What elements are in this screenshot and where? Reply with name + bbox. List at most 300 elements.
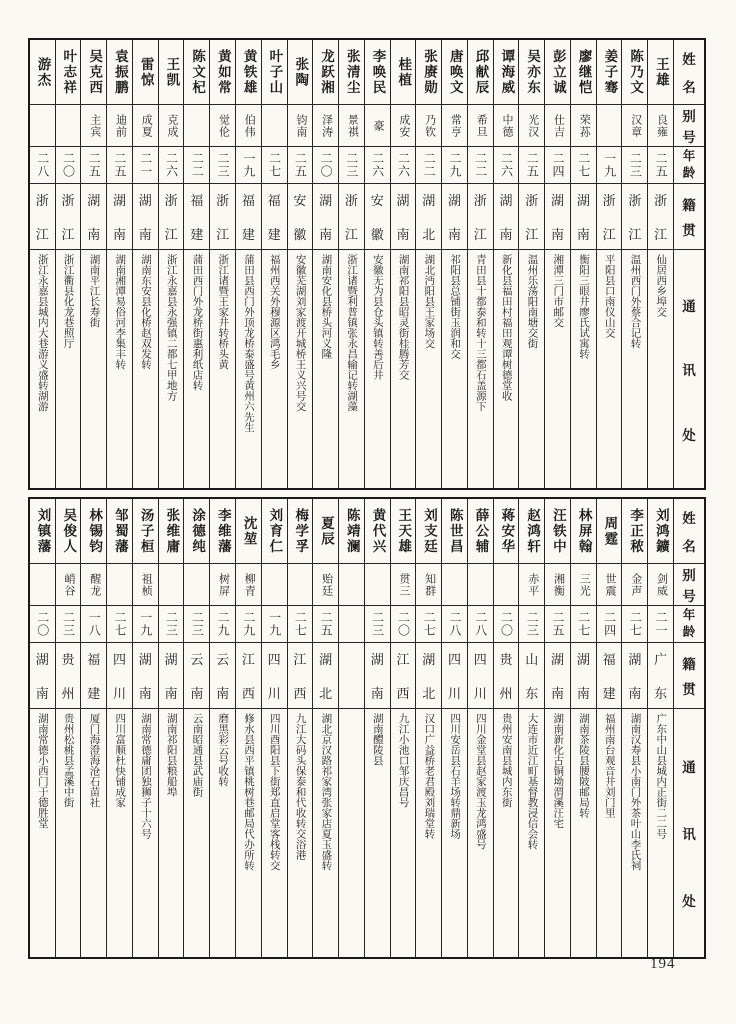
person-address: 湖南茶陵县腰陂邮局转 [571,708,596,957]
person-alias: 常亨 [442,104,467,146]
person-name: 陈乃文 [628,48,644,96]
person-alias: 金声 [622,563,647,605]
person-age: 二五 [313,605,338,642]
person-name: 李正秾 [628,507,644,555]
person-column [183,499,209,957]
person-alias: 成安 [391,104,416,146]
person-name: 黄铁雄 [241,48,257,96]
person-origin: 湖 南 [81,183,106,249]
person-name: 刘育仁 [267,507,283,555]
person-name: 汤子桓 [138,507,154,555]
person-address: 湖南常德小西门于德胜堂 [30,708,55,957]
person-age: 二三 [519,605,544,642]
person-name: 夏辰 [318,515,334,547]
person-column [570,499,596,957]
header-column [673,40,704,488]
person-origin: 浙 江 [597,183,622,249]
person-age: 二三 [339,146,364,183]
person-alias: 剑威 [648,563,673,605]
person-age: 二八 [30,146,55,183]
person-origin: 四 川 [107,642,132,708]
person-column [132,499,158,957]
person-name: 张陶 [293,56,309,88]
person-column [55,40,81,488]
person-origin: 湖 南 [571,183,596,249]
person-origin: 安 徽 [288,183,313,249]
person-column [596,499,622,957]
person-origin: 贵 州 [56,642,81,708]
person-age: 二〇 [391,605,416,642]
person-origin: 广 东 [648,642,673,708]
person-address: 浙江衢县化龙巷照厅 [56,249,81,488]
person-column [621,499,647,957]
person-address: 九江大码头保泰和代收转交浴港 [288,708,313,957]
person-column [338,499,364,957]
person-column [493,499,519,957]
person-address: 湖南醴陵县 [365,708,390,957]
person-age: 一八 [81,605,106,642]
person-age: 一九 [262,605,287,642]
person-address [339,708,364,957]
person-column [209,40,235,488]
person-alias: 祖桢 [133,563,158,605]
person-name: 唐唤文 [447,48,463,96]
person-name: 赵鸿轩 [525,507,541,555]
person-name: 雷惊 [138,56,154,88]
person-address: 蒲田西门外龙桥街惠利纸店转 [184,249,209,488]
person-alias [262,104,287,146]
person-column [338,40,364,488]
person-name: 李唤民 [370,48,386,96]
person-alias: 树屏 [210,563,235,605]
person-address: 安徽无为县仓头镇转善后井 [365,249,390,488]
person-origin: 湖 北 [416,183,441,249]
person-alias: 醒龙 [81,563,106,605]
person-age: 二五 [648,146,673,183]
person-address: 湖南汉寿县小南门外茶叶山李氏祠 [622,708,647,957]
person-age: 二六 [159,146,184,183]
person-alias [30,104,55,146]
person-column [364,40,390,488]
person-alias: 光汉 [519,104,544,146]
person-address: 厦门海澄海沧石苗社 [81,708,106,957]
person-column [312,40,338,488]
person-name: 薛公辅 [473,507,489,555]
person-column [518,40,544,488]
person-age: 一九 [133,605,158,642]
person-origin: 贵 州 [494,642,519,708]
person-column [518,499,544,957]
person-column [415,40,441,488]
person-column [183,40,209,488]
person-age: 二六 [391,146,416,183]
person-column [261,499,287,957]
person-origin: 湖 南 [365,642,390,708]
person-address: 浙江永嘉县永强镇二都七甲地方 [159,249,184,488]
person-origin: 四 川 [442,642,467,708]
person-column [312,499,338,957]
person-alias: 景祺 [339,104,364,146]
person-name: 黄代兴 [370,507,386,555]
person-age: 二二 [468,146,493,183]
person-age: 二二 [184,146,209,183]
person-origin: 湖 北 [416,642,441,708]
person-age: 二七 [288,605,313,642]
person-name: 陈文杞 [190,48,206,96]
person-age: 二七 [571,605,596,642]
person-origin: 湖 南 [545,642,570,708]
person-alias [494,563,519,605]
person-alias [56,104,81,146]
person-age: 二七 [622,605,647,642]
person-column [235,499,261,957]
person-name: 龙跃湘 [318,48,334,96]
person-column [80,499,106,957]
person-name: 李维藩 [215,507,231,555]
person-alias [288,563,313,605]
person-age: 二三 [622,146,647,183]
person-age: 二四 [545,146,570,183]
header-alias: 别 号 [674,104,704,146]
person-column [647,40,673,488]
person-age: 二五 [288,146,313,183]
person-address: 修水县西平镇桃树巷邮局代办所转 [236,708,261,957]
person-address: 四川金堂县赵家渡玉龙鸿盛号 [468,708,493,957]
person-alias [184,563,209,605]
directory-table-top [28,38,706,490]
person-origin: 浙 江 [339,183,364,249]
person-age: 二八 [442,605,467,642]
person-age: 二五 [107,146,132,183]
person-origin: 安 徽 [365,183,390,249]
page-number: 194 [650,956,676,972]
person-origin: 湖 南 [622,642,647,708]
person-alias: 荣荪 [571,104,596,146]
header-origin: 籍 贯 [674,183,704,249]
person-age: 二五 [81,146,106,183]
person-origin: 湖 南 [107,183,132,249]
person-age: 二八 [468,605,493,642]
person-age: 二〇 [313,146,338,183]
person-address: 温州西门外蔡合记转 [622,249,647,488]
person-name: 游杰 [35,56,51,88]
header-column [673,499,704,957]
person-name: 邱献辰 [473,48,489,96]
header-address: 通 讯 处 [674,708,704,957]
person-column [106,40,132,488]
person-address: 湖南新化古铜坳渭溪汪宅 [545,708,570,957]
person-address: 温州乐荡阳南塘交街 [519,249,544,488]
person-alias: 主宾 [81,104,106,146]
person-origin: 福 建 [184,183,209,249]
person-address: 湖南安化县桥头河义隆 [313,249,338,488]
person-alias: 三光 [571,563,596,605]
person-name: 叶子山 [267,48,283,96]
person-column [621,40,647,488]
person-origin: 福 建 [597,642,622,708]
person-alias: 乃钦 [416,104,441,146]
header-age: 年 龄 [674,605,704,642]
person-alias: 良雍 [648,104,673,146]
person-alias: 世震 [597,563,622,605]
person-name: 吴亦东 [525,48,541,96]
person-name: 蒋安华 [499,507,515,555]
person-address: 四川安岳县石羊场转鼎新场 [442,708,467,957]
person-age: 二五 [545,605,570,642]
person-alias: 贯三 [391,563,416,605]
person-age: 二九 [442,146,467,183]
person-origin: 浙 江 [468,183,493,249]
person-alias: 伯伟 [236,104,261,146]
person-alias [262,563,287,605]
person-address: 青田县十都泰和转十三都石盖源下 [468,249,493,488]
person-alias: 成夏 [133,104,158,146]
person-address: 四川富顺杜快铺成家 [107,708,132,957]
person-name: 吴克西 [87,48,103,96]
person-column [390,40,416,488]
person-age: 二三 [210,146,235,183]
person-alias [442,563,467,605]
person-age: 一九 [597,146,622,183]
person-column [596,40,622,488]
person-age: 二七 [571,146,596,183]
person-age: 二三 [184,605,209,642]
person-address: 衡阳三眼井廖氏试寓转 [571,249,596,488]
person-age: 一九 [236,146,261,183]
person-address: 湖南祁阳县昭灵街桂腾芳交 [391,249,416,488]
header-age: 年 龄 [674,146,704,183]
person-age: 二三 [56,605,81,642]
person-column [467,499,493,957]
person-column [544,40,570,488]
person-age [339,605,364,642]
person-origin: 江 西 [391,642,416,708]
person-name: 陈靖澜 [344,507,360,555]
person-age: 二一 [133,146,158,183]
person-column [158,499,184,957]
person-alias [597,104,622,146]
person-age: 二七 [262,146,287,183]
person-age: 二六 [494,146,519,183]
person-age: 二七 [416,605,441,642]
person-origin: 江 西 [236,642,261,708]
header-origin: 籍 贯 [674,642,704,708]
person-name: 王雄 [653,56,669,88]
person-name: 邹蜀藩 [112,507,128,555]
person-address: 浙江诸暨王家井转桥头黄 [210,249,235,488]
person-column [106,499,132,957]
person-name: 彭立诚 [550,48,566,96]
person-address: 福州西关外穆源区鸿毛乡 [262,249,287,488]
person-address: 湖南湘潭易俗河李集丰转 [107,249,132,488]
person-name: 刘镇藩 [35,507,51,555]
person-origin: 湖 南 [442,183,467,249]
person-column [30,499,55,957]
person-name: 刘鸿鑛 [653,507,669,555]
person-origin: 山 东 [519,642,544,708]
person-alias: 汉章 [622,104,647,146]
person-origin: 湖 南 [159,642,184,708]
person-origin: 浙 江 [56,183,81,249]
person-address: 湖南祁阳县粮船埠 [159,708,184,957]
person-address: 福州南台观音井刘门里 [597,708,622,957]
person-address: 浙江永嘉县城内大巷游义盛转湖游 [30,249,55,488]
person-alias: 柳青 [236,563,261,605]
header-name: 姓 名 [682,52,696,95]
person-origin: 福 建 [81,642,106,708]
person-age: 二九 [236,605,261,642]
person-age: 二〇 [30,605,55,642]
person-age: 二二 [416,146,441,183]
person-origin: 江 西 [288,642,313,708]
person-alias [184,104,209,146]
person-alias: 钧南 [288,104,313,146]
person-address: 新化县福田村福田观谭树德堂收 [494,249,519,488]
person-alias [468,563,493,605]
person-address: 湖南常德庸团独狮子十六号 [133,708,158,957]
person-address: 湖北京汉路祁家湾张家店夏玉盛转 [313,708,338,957]
person-address: 蒲田县西门外顶龙桥泰盛号黄州六先生 [236,249,261,488]
person-age: 二三 [159,605,184,642]
person-column [55,499,81,957]
header-alias: 别 号 [674,563,704,605]
person-origin [339,642,364,708]
person-name: 林锡钧 [87,507,103,555]
person-alias: 觉伦 [210,104,235,146]
person-age: 二三 [365,605,390,642]
person-column [544,499,570,957]
person-name: 梅学孚 [293,507,309,555]
person-name: 袁振鹏 [112,48,128,96]
person-column [287,40,313,488]
person-origin: 浙 江 [648,183,673,249]
person-name: 周霆 [602,515,618,547]
person-address: 大连市近江町基督教浸信会转 [519,708,544,957]
person-address: 湖南平江长寿街 [81,249,106,488]
person-name: 涂德纯 [190,507,206,555]
person-name: 汪铁中 [550,507,566,555]
person-name: 王凯 [164,56,180,88]
person-address: 湖南东安县化桥赵双发转 [133,249,158,488]
person-origin: 福 建 [236,183,261,249]
person-alias: 仕吉 [545,104,570,146]
person-origin: 浙 江 [159,183,184,249]
person-name: 陈世昌 [447,507,463,555]
person-origin: 湖 南 [391,183,416,249]
person-name: 张维庸 [164,507,180,555]
person-address: 广东中山县城内正街二二号 [648,708,673,957]
person-alias: 迪前 [107,104,132,146]
person-origin: 湖 南 [30,642,55,708]
person-alias: 中德 [494,104,519,146]
person-column [80,40,106,488]
person-column [441,499,467,957]
person-age: 二四 [597,605,622,642]
person-address: 湖北沔阳县王家场交 [416,249,441,488]
person-alias: 豪 [365,104,390,146]
person-origin: 四 川 [468,642,493,708]
person-origin: 湖 南 [494,183,519,249]
person-age: 二六 [365,146,390,183]
person-age: 二九 [210,605,235,642]
person-name: 黄如常 [215,48,231,96]
person-address: 平阳县口南仪山交 [597,249,622,488]
person-origin: 浙 江 [210,183,235,249]
person-name: 刘支廷 [422,507,438,555]
person-name: 谭海威 [499,48,515,96]
person-name: 林屏翰 [576,507,592,555]
person-age: 二一 [648,605,673,642]
person-origin: 四 川 [262,642,287,708]
person-origin: 云 南 [184,642,209,708]
header-address: 通 讯 处 [674,249,704,488]
person-name: 张赓勋 [422,48,438,96]
person-column [132,40,158,488]
person-address: 湘潭三门市邮交 [545,249,570,488]
person-address: 磨黑彩云号收转 [210,708,235,957]
person-name: 沈堃 [241,515,257,547]
person-column [235,40,261,488]
person-column [647,499,673,957]
directory-table-bottom [28,497,706,959]
person-name: 姜子骞 [602,48,618,96]
person-age: 二〇 [56,146,81,183]
person-alias [30,563,55,605]
person-origin: 湖 南 [133,183,158,249]
person-age: 二〇 [494,605,519,642]
person-origin: 福 建 [262,183,287,249]
person-name: 张清尘 [344,48,360,96]
person-alias: 峭谷 [56,563,81,605]
person-column [30,40,55,488]
person-column [390,499,416,957]
person-address: 云南昭通县武庙街 [184,708,209,957]
person-alias [159,563,184,605]
person-age: 二七 [107,605,132,642]
person-alias [107,563,132,605]
person-alias: 贻廷 [313,563,338,605]
person-age: 二五 [519,146,544,183]
person-column [287,499,313,957]
person-address: 四川酉阳县下街郑直启堂客栈转交 [262,708,287,957]
person-origin: 湖 南 [571,642,596,708]
person-alias: 克成 [159,104,184,146]
person-address: 祁阳县总铺街玉润和交 [442,249,467,488]
person-origin: 湖 北 [313,642,338,708]
person-name: 桂植 [396,56,412,88]
person-name: 廖继恺 [576,48,592,96]
person-name: 吴俊人 [61,507,77,555]
person-column [493,40,519,488]
person-alias: 知群 [416,563,441,605]
person-address: 仙居西乡埠交 [648,249,673,488]
person-alias: 赤平 [519,563,544,605]
person-origin: 浙 江 [622,183,647,249]
person-origin: 湖 南 [313,183,338,249]
person-origin: 云 南 [210,642,235,708]
person-origin: 湖 南 [545,183,570,249]
person-column [158,40,184,488]
person-column [364,499,390,957]
person-column [261,40,287,488]
person-address: 安徽芜湖刘家渡开城桥王义兴号交 [288,249,313,488]
person-address: 贵州安南县城内东街 [494,708,519,957]
person-column [209,499,235,957]
person-address: 九江小池口邹庆昌号 [391,708,416,957]
person-address: 浙江诸暨利普镇张永昌输记转湖藻 [339,249,364,488]
person-column [570,40,596,488]
person-address: 贵州松桃县孟溪中街 [56,708,81,957]
